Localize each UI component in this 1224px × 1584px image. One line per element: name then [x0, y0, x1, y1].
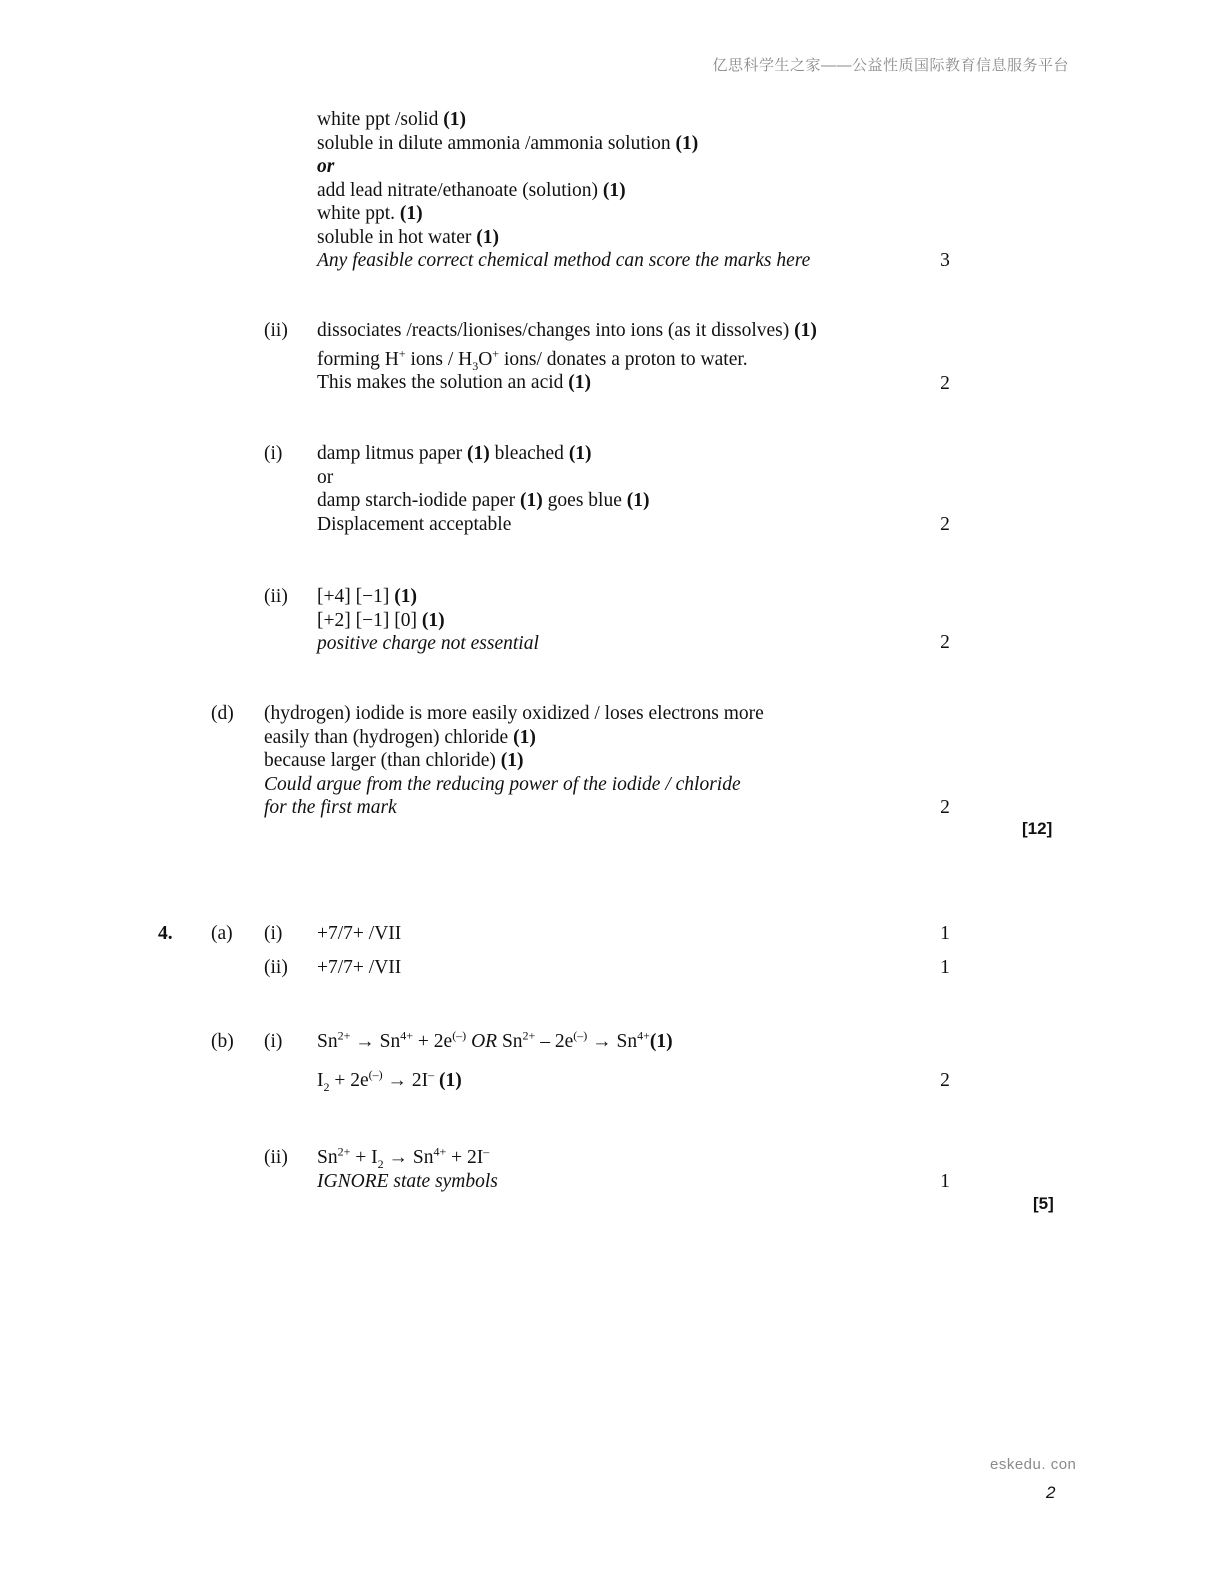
answer-line: white ppt. — [317, 203, 400, 224]
examiner-note: IGNORE state symbols — [317, 1171, 498, 1192]
marks-value: 2 — [940, 632, 950, 653]
part-label: (b) — [211, 1031, 234, 1052]
or-separator: or — [317, 156, 335, 177]
examiner-note: Any feasible correct chemical method can score the marks here — [317, 250, 811, 271]
marks-value: 1 — [940, 957, 950, 978]
answer-line: +7/7+ /VII — [317, 957, 402, 978]
marks-value: 1 — [940, 1171, 950, 1192]
half-equation-tin: $Sn^{2+} \to Sn^{4+} + 2e^{(-)}$ OR $Sn^{2+} - 2e^{(-)} \to Sn^{4+}(1)$ — [317, 1028, 673, 1052]
answer-line: +7/7+ /VII — [317, 923, 402, 944]
mark-indicator: (1) — [568, 372, 592, 393]
marks-value: 2 — [940, 797, 950, 818]
answer-block-test-chloride — [317, 108, 810, 273]
answer-line: soluble in dilute ammonia /ammonia solution — [317, 132, 676, 154]
overall-equation: $Sn^{2+} + I_2 \to Sn^{4+} + 2I^-$ — [317, 1144, 490, 1171]
marks-value: 3 — [940, 250, 950, 271]
part-label: (ii) — [264, 320, 288, 341]
half-equation-iodine: $I_2 + 2e^{(-)} \to 2I^-$ (1) — [317, 1067, 462, 1094]
mark-indicator: (1) — [399, 203, 423, 224]
marks-value: 2 — [940, 514, 950, 535]
marks-value: 1 — [940, 923, 950, 944]
question-total: [5] — [1033, 1194, 1054, 1213]
footer-site: eskedu. con — [990, 1456, 1077, 1473]
mark-indicator: (1) — [675, 132, 699, 154]
answer-line: add lead nitrate/ethanoate (solution) — [317, 179, 603, 201]
marks-value: 2 — [940, 373, 950, 394]
question-total: [12] — [1022, 819, 1053, 838]
mark-indicator: (1) — [602, 179, 626, 201]
answer-block-chlorine-test: damp litmus paper (1) bleached (1) or damp starch-iodide paper (1) goes blue (1) Displacement acceptable — [317, 443, 650, 535]
mark-indicator: (1) — [476, 226, 499, 248]
answer-block-iodide: (hydrogen) iodide is more easily oxidized / loses electrons more easily than (hydrogen) chloride (1) because larger (than chloride) (1) Could argue from the reducing power of the iodide / chloride for the first mark — [264, 703, 764, 818]
page-header: 亿思科学生之家——公益性质国际教育信息服务平台 — [712, 57, 1069, 74]
subpart-label: (i) — [264, 1031, 283, 1052]
answer-line: soluble in hot water — [317, 226, 477, 248]
subpart-label: (i) — [264, 923, 283, 944]
marks-value: 2 — [940, 1070, 950, 1091]
page-number: 2 — [1046, 1483, 1056, 1502]
part-label: (d) — [211, 703, 234, 724]
answer-block-oxidation-states: [+4] [−1] (1) [+2] [−1] [0] (1) positive charge not essential — [317, 586, 539, 654]
part-label: (a) — [211, 923, 233, 944]
answer-block-dissociation: dissociates /reacts/lionises/changes into ions (as it dissolves) (1) forming H+ ions / $H_3O^+$ ions/ donates a proton to water. This makes the solution an acid (1) — [317, 320, 817, 393]
part-label: (ii) — [264, 586, 288, 607]
answer-line: white ppt /solid — [317, 109, 444, 130]
mark-indicator: (1) — [794, 320, 817, 341]
subpart-label: (ii) — [264, 1147, 288, 1168]
question-number: 4. — [158, 923, 173, 944]
part-label: (i) — [264, 443, 283, 464]
subpart-label: (ii) — [264, 957, 288, 978]
mark-indicator: (1) — [443, 109, 466, 130]
